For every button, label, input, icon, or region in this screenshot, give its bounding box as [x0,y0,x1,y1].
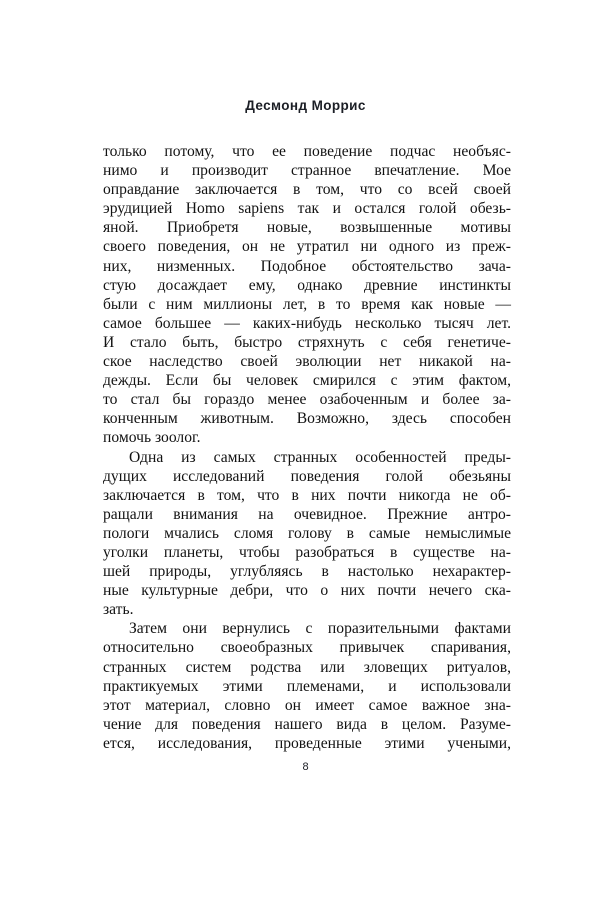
text-line: Затем они вернулись с поразительными фактами [129,620,511,638]
text-line: дущих исследований поведения голой обезьяны [103,467,511,485]
text-line: этот материал, словно он имеет самое важное зна- [103,696,511,714]
text-line: помочь зоолог. [103,429,201,447]
text-line: то стал бы гораздо менее озабоченным и более за- [103,391,511,409]
paragraph [103,448,511,620]
text-line: И стало быть, быстро стряхнуть с себя генетиче- [103,333,511,351]
text-line: стую досаждает ему, однако древние инстинкты [103,276,511,294]
text-line: ные культурные дебри, что о них почти нечего ска- [103,582,511,600]
text-line: чение для поведения нашего вида в целом. Разуме- [103,715,511,733]
paragraph [103,142,511,448]
text-line: были с ним миллионы лет, в то время как новые — [103,295,511,313]
text-line: оправдание заключается в том, что со всей своей [103,181,511,199]
text-line: них, низменных. Подобное обстоятельство зача- [103,257,511,275]
text-line: зать. [103,601,134,619]
text-line: нимо и производит странное впечатление. Мое [103,162,511,180]
text-line: только потому, что ее поведение подчас необъяс- [103,143,511,160]
text-line: самое большее — каких-нибудь несколько тысяч лет. [103,314,511,332]
text-line: дежды. Если бы человек смирился с этим фактом, [103,372,511,390]
text-line: странных систем родства или зловещих ритуалов, [103,658,511,676]
text-line: ется, исследования, проведенные этими учеными, [103,734,511,752]
text-line: конченным животным. Возможно, здесь способен [103,410,511,428]
text-line: относительно своеобразных привычек спаривания, [103,639,511,657]
page-number: 8 [302,761,309,773]
paragraph [103,619,511,753]
text-line: практикуемых этими племенами, и использовали [103,677,511,695]
running-head-author: Десмонд Моррис [245,98,366,113]
body-text [103,142,511,753]
text-line: пологи мчались сломя голову в самые немыслимые [103,524,511,542]
text-line: шей природы, углубляясь в настолько нехарактер- [103,563,511,581]
text-line: эрудицией Homo sapiens так и остался голой обезь- [103,200,511,218]
text-line: уголки планеты, чтобы разобраться в существе на- [103,543,511,561]
text-line: Одна из самых странных особенностей преды- [129,448,511,466]
text-line: ращали внимания на очевидное. Прежние антро- [103,505,511,523]
text-line: своего поведения, он не утратил ни одного из преж- [103,238,511,256]
text-line: ское наследство своей эволюции нет никакой на- [103,353,511,371]
text-line: яной. Приобретя новые, возвышенные мотивы [103,219,511,237]
text-line: заключается в том, что в них почти никогда не об- [103,486,511,504]
